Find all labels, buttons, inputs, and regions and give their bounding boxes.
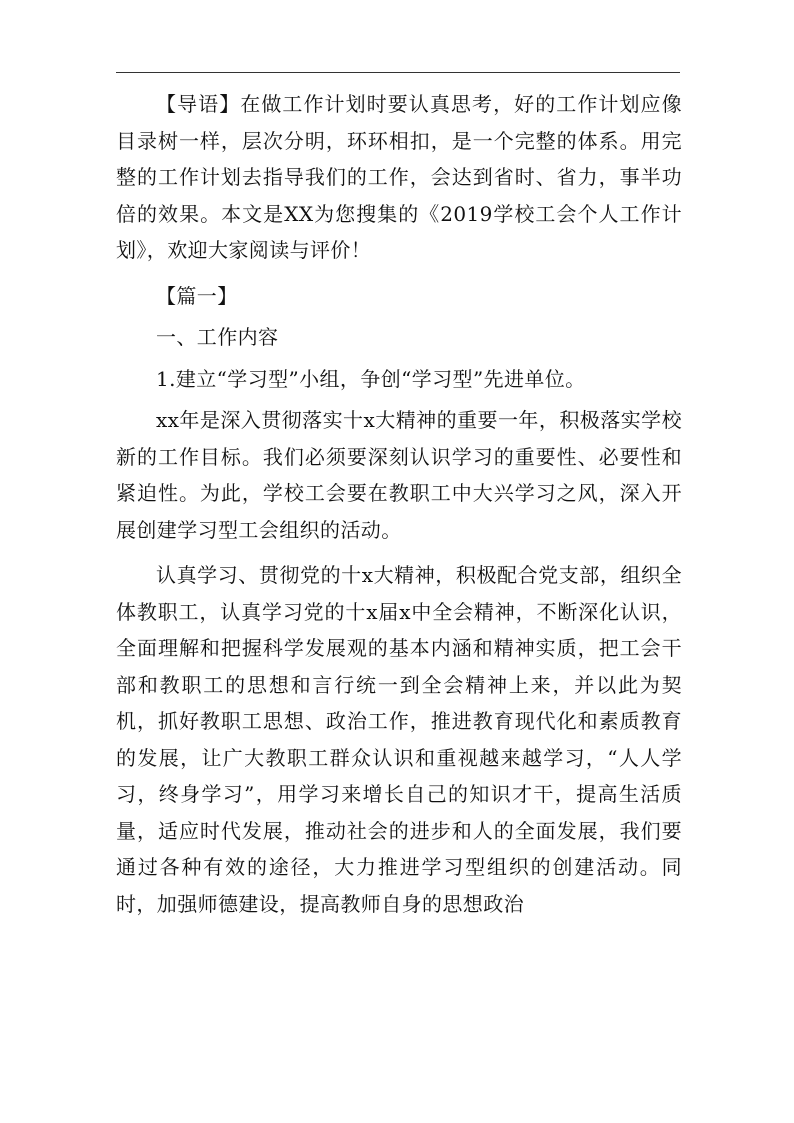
body-paragraph-1: xx年是深入贯彻落实十x大精神的重要一年，积极落实学校新的工作目标。我们必须要深刻认识学习的重要性、必要性和紧迫性。为此，学校工会要在教职工中大兴学习之风，深入开展创建学习型工会组织的活动。	[116, 408, 682, 542]
section-title: 一、工作内容	[156, 325, 279, 349]
intro-paragraph: 【导语】在做工作计划时要认真思考，好的工作计划应像目录树一样，层次分明，环环相扣，是一个完整的体系。用完整的工作计划去指导我们的工作，会达到省时、省力，事半功倍的效果。本文是XX为您搜集的《2019学校工会个人工作计划》，欢迎大家阅读与评价！	[116, 92, 682, 262]
part-title: 【篇一】	[156, 283, 238, 308]
header-rule	[116, 72, 680, 73]
body-paragraph-2: 认真学习、贯彻党的十x大精神，积极配合党支部，组织全体教职工，认真学习党的十x届x中全会精神，不断深化认识，全面理解和把握科学发展观的基本内涵和精神实质，把工会干部和教职工的思想和言行统一到全会精神上来，并以此为契机，抓好教职工思想、政治工作，推进教育现代化和素质教育的发展，让广大教职工群众认识和重视越来越学习，“人人学习，终身学习”，用学习来增长自己的知识才干，提高生活质量，适应时代发展，推动社会的进步和人的全面发展，我们要通过各种有效的途径，大力推进学习型组织的创建活动。同时，加强师德建设，提高教师自身的思想政治	[116, 563, 682, 916]
document-body	[116, 86, 682, 922]
subsection-title: 1.建立“学习型”小组，争创“学习型”先进单位。	[156, 366, 586, 391]
